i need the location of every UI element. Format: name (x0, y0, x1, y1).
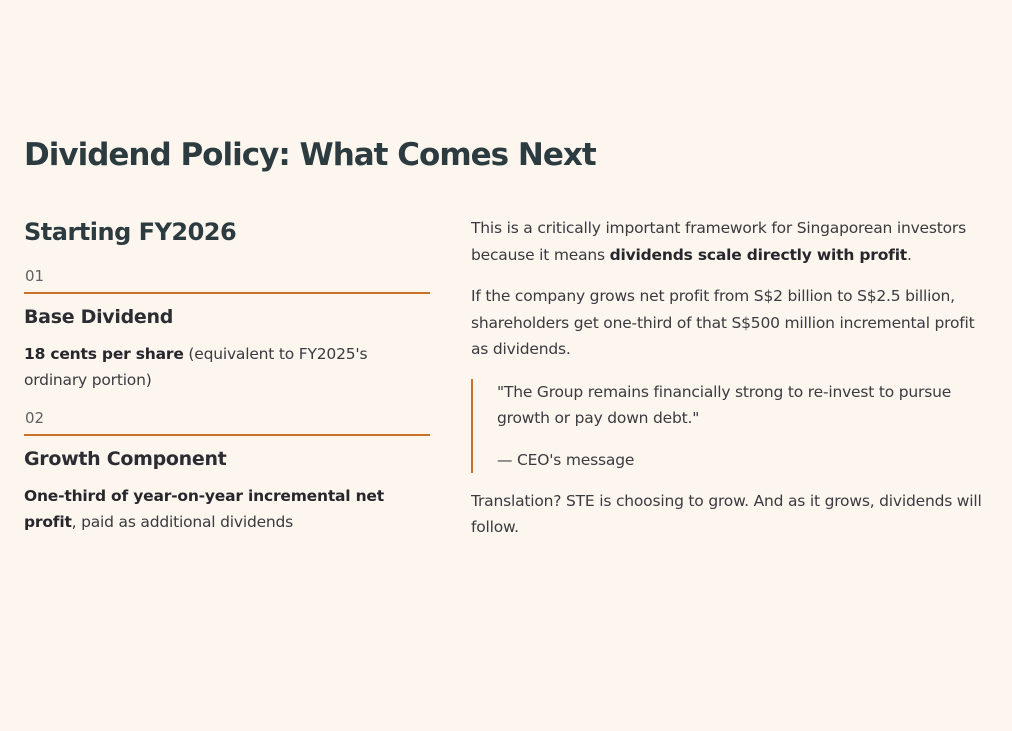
step-description-text: (equivalent to FY2025's ordinary portion) (24, 345, 368, 389)
step-title: Base Dividend (24, 306, 174, 328)
translation-paragraph: Translation? STE is choosing to grow. And as it grows, dividends will follow. (471, 491, 982, 536)
step-divider (24, 434, 430, 436)
step-divider (24, 292, 430, 294)
commentary (471, 215, 991, 541)
step-description-emphasis: 18 cents per share (24, 345, 184, 363)
step-number: 01 (25, 267, 45, 285)
step-description (24, 341, 430, 393)
step-title: Growth Component (24, 448, 227, 470)
dividend-policy-steps (24, 216, 430, 535)
ceo-quote (471, 379, 991, 473)
framework-text: This is a critically important framework for Singaporean investors because it means (471, 219, 966, 264)
page-title: Dividend Policy: What Comes Next (24, 137, 596, 173)
framework-period: . (907, 245, 912, 264)
step-description (24, 483, 430, 535)
framework-paragraph (471, 215, 991, 268)
step-base-dividend (24, 266, 430, 393)
quote-attribution: — CEO's message (497, 450, 635, 469)
step-description-text: , paid as additional dividends (71, 513, 294, 531)
section-heading: Starting FY2026 (24, 218, 237, 246)
framework-emphasis: dividends scale directly with profit (609, 245, 908, 264)
step-growth-component (24, 408, 430, 535)
example-paragraph: If the company grows net profit from S$2 billion to S$2.5 billion, shareholders get one-third of that S$500 million incremental profit as dividends. (471, 287, 975, 358)
step-number: 02 (25, 409, 45, 427)
quote-text: "The Group remains financially strong to re-invest to pursue growth or pay down debt." (497, 382, 952, 427)
step-description-emphasis: One-third of year-on-year incremental net profit (24, 487, 384, 531)
